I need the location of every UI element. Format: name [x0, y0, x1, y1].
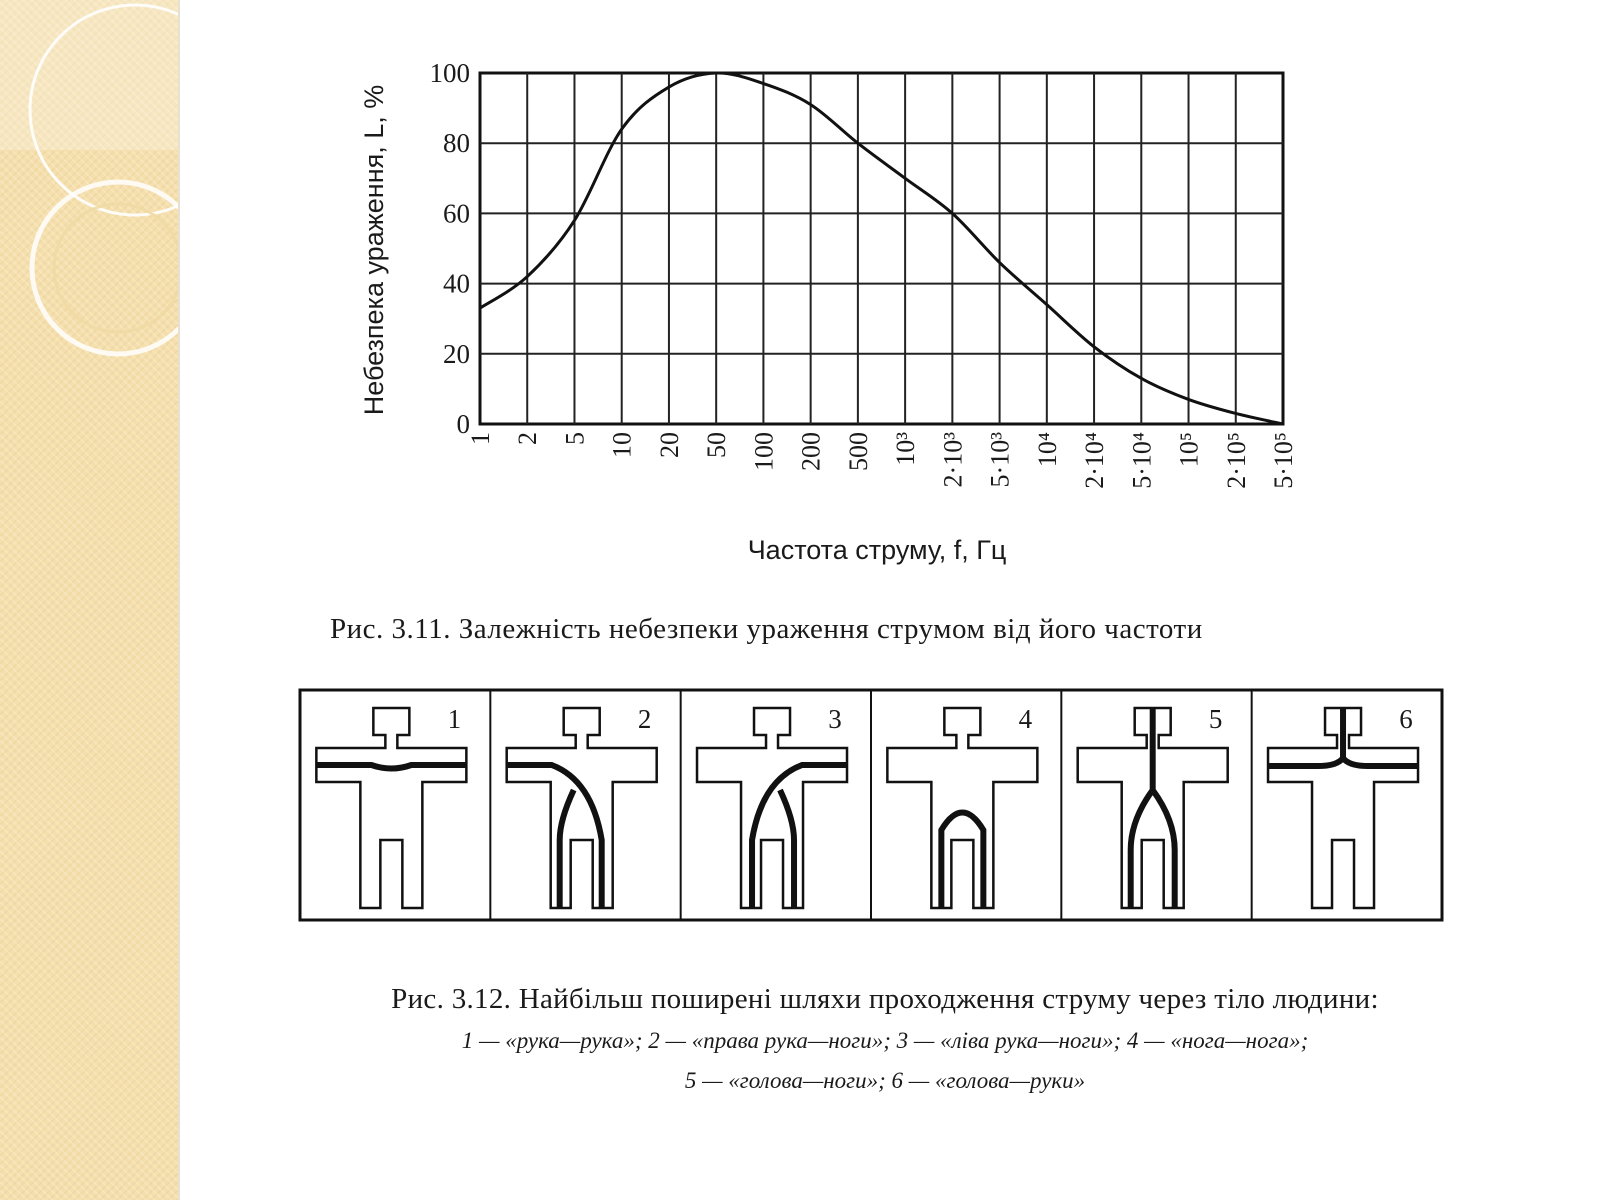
x-axis-label: Частота струму, f, Гц — [747, 535, 1007, 565]
x-tick-label: 500 — [843, 432, 873, 471]
x-tick-label: 5·10⁵ — [1269, 432, 1298, 489]
x-tick-label: 10 — [607, 432, 637, 458]
y-tick-label: 60 — [443, 198, 470, 229]
figure-1-caption: Рис. 3.11. Залежність небезпеки ураження струмом від його частоти — [330, 613, 1203, 645]
x-tick-label: 10⁴ — [1032, 432, 1062, 468]
y-tick-label: 100 — [429, 58, 470, 88]
figure-2-legend-line-2: 5 — «голова—ноги»; 6 — «голова—руки» — [684, 1068, 1086, 1093]
y-tick-label: 0 — [456, 409, 470, 439]
figure-2-legend-line-1: 1 — «рука—рука»; 2 — «права рука—ноги»; 3 — «ліва рука—ноги»; 4 — «нога—нога»; — [461, 1028, 1309, 1053]
x-tick-label: 20 — [654, 432, 684, 458]
x-axis-ticks — [466, 432, 1298, 489]
y-tick-label: 80 — [443, 128, 470, 159]
panel-number: 4 — [1018, 704, 1033, 734]
x-tick-label: 2·10³ — [938, 432, 968, 488]
x-tick-label: 5 — [560, 432, 590, 445]
y-tick-label: 40 — [443, 268, 470, 299]
x-tick-label: 1 — [466, 432, 495, 445]
y-tick-label: 20 — [443, 338, 470, 369]
x-tick-label: 50 — [702, 432, 732, 458]
danger-curve-series-line — [480, 73, 1283, 424]
x-tick-label: 2·10⁴ — [1080, 432, 1110, 489]
x-tick-label: 5·10⁴ — [1127, 432, 1157, 489]
x-tick-label: 5·10³ — [985, 432, 1015, 488]
panel-number: 6 — [1399, 704, 1413, 734]
x-tick-label: 2 — [513, 432, 543, 445]
x-tick-label: 200 — [796, 432, 826, 471]
y-axis-label: Небезпека ураження, L, % — [359, 84, 389, 416]
panel-number: 2 — [637, 704, 652, 734]
chart-grid — [480, 73, 1283, 424]
panel-number: 1 — [447, 704, 462, 734]
x-tick-label: 10³ — [891, 432, 921, 466]
plot-frame — [480, 73, 1283, 424]
x-tick-label: 10⁵ — [1174, 432, 1204, 468]
panel-number: 3 — [828, 704, 842, 734]
x-tick-label: 100 — [749, 432, 779, 471]
y-axis-ticks — [430, 58, 471, 439]
figure-2-caption: Рис. 3.12. Найбільш поширені шляхи проходження струму через тіло людини: — [391, 983, 1379, 1015]
panel-number: 5 — [1208, 704, 1223, 734]
x-tick-label: 2·10⁵ — [1221, 432, 1251, 489]
